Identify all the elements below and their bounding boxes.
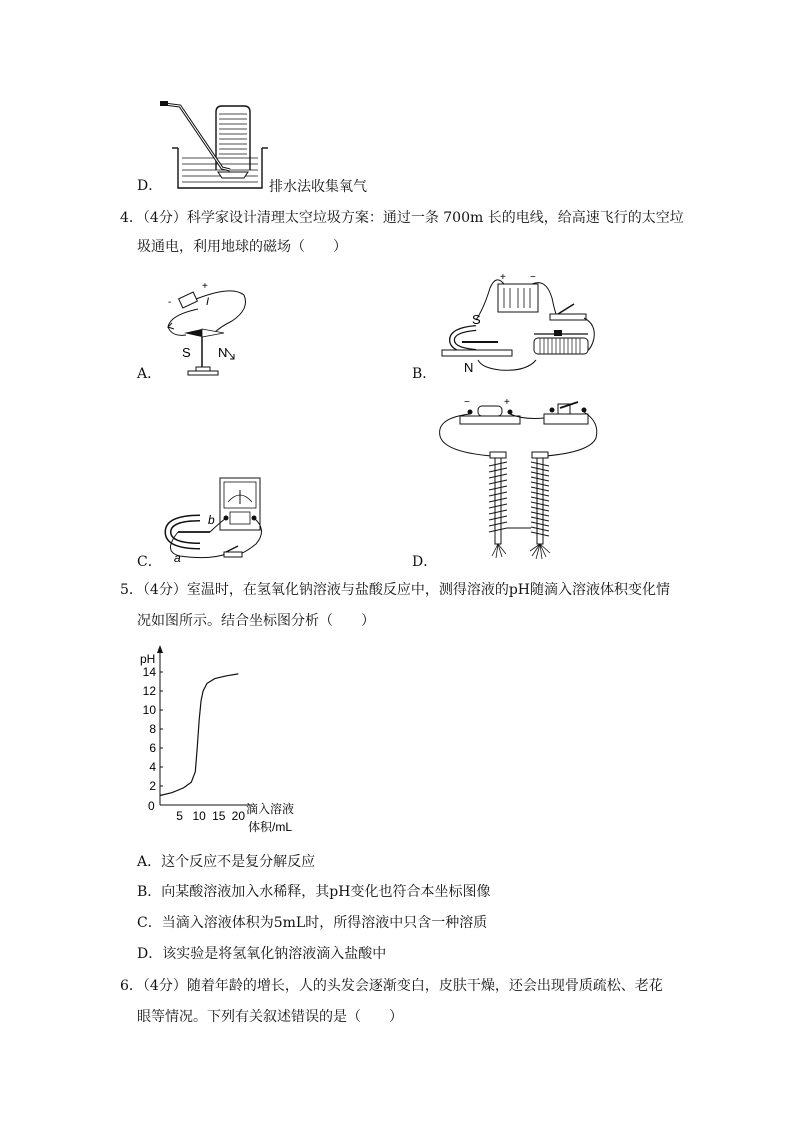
y-tick-label: 6 <box>149 741 156 755</box>
svg-text:+: + <box>202 281 208 292</box>
y-tick-label: 4 <box>149 760 156 774</box>
q5-option-a-label: A． <box>137 854 162 870</box>
y-tick-label: 2 <box>149 779 156 793</box>
svg-text:−: − <box>464 397 470 408</box>
svg-text:a: a <box>174 551 181 565</box>
svg-text:+: + <box>504 397 510 408</box>
x-tick-label: 10 <box>192 809 206 823</box>
q5-option-b-text: 向某酸溶液加入水稀释，其pH变化也符合本坐标图像 <box>161 884 491 900</box>
svg-text:-: - <box>168 297 172 308</box>
svg-text:N: N <box>464 360 474 375</box>
galvanometer-magnet-figure <box>160 474 275 564</box>
q3-option-d-caption: 排水法收集氧气 <box>269 179 367 195</box>
q5-option-d-text: 该实验是将氢氧化钠溶液滴入盐酸中 <box>162 946 387 962</box>
y-tick-label: 8 <box>149 722 156 736</box>
drainage-apparatus-figure <box>160 98 270 194</box>
origin-label: 0 <box>148 799 155 813</box>
q5-option-a-text: 这个反应不是复分解反应 <box>161 854 316 870</box>
q4-stem-line1: 4．（4分）科学家设计清理太空垃圾方案：通过一条 700m 长的电线，给高速飞行的太空垃 <box>120 210 684 226</box>
compass-wire-figure <box>162 275 272 379</box>
q3-option-d-label: D． <box>137 178 163 194</box>
x-tick-label: 5 <box>176 809 183 823</box>
q4-option-a-label: A． <box>137 366 162 382</box>
north-label: N <box>218 345 228 360</box>
svg-text:−: − <box>530 272 536 283</box>
q4-option-c-label: C． <box>137 554 162 570</box>
q4-option-b-label: B． <box>412 366 437 382</box>
x-tick-label: 20 <box>231 809 246 823</box>
svg-text:+: + <box>500 272 506 283</box>
q5-stem-line2: 况如图所示。结合坐标图分析（ ） <box>137 613 375 629</box>
two-electromagnets-figure <box>434 396 604 566</box>
current-label: I <box>206 296 210 308</box>
q5-option-c-label: C． <box>137 915 162 931</box>
y-tick-label: 12 <box>142 684 156 698</box>
south-label: S <box>182 345 191 360</box>
y-tick-label: 10 <box>142 703 156 717</box>
y-axis-label: pH <box>140 652 156 666</box>
q6-stem-line1: 6．（4分）随着年龄的增长，人的头发会逐渐变白，皮肤干燥，还会出现骨质疏松、老花 <box>120 978 663 994</box>
q5-option-c-text: 当滴入溶液体积为5mL时，所得溶液中只含一种溶质 <box>161 915 488 931</box>
q5-option-b-label: B． <box>137 884 162 900</box>
svg-text:S: S <box>472 312 481 327</box>
x-axis-label-line2: 体积/mL <box>248 820 293 834</box>
x-tick-label: 15 <box>212 809 226 823</box>
q5-stem-line1: 5．（4分）室温时，在氢氧化钠溶液与盐酸反应中，测得溶液的pH随滴入溶液体积变化情 <box>120 582 670 598</box>
q5-option-a <box>137 852 315 872</box>
ph-chart <box>138 645 328 835</box>
q4-option-d-label: D． <box>412 554 438 570</box>
svg-text:b: b <box>208 513 215 527</box>
q5-option-c <box>137 913 487 933</box>
q6-stem-line2: 眼等情况。下列有关叙述错误的是（ ） <box>137 1009 403 1025</box>
q4-stem-line2: 圾通电，利用地球的磁场（ ） <box>137 239 347 255</box>
q5-option-b <box>137 882 490 902</box>
x-axis-label-line1: 滴入溶液 <box>246 802 295 816</box>
y-axis-arrow <box>157 645 163 653</box>
y-tick-label: 14 <box>142 665 156 679</box>
battery-magnet-rheostat-figure <box>436 268 606 378</box>
q5-option-d <box>137 944 386 964</box>
ph-curve <box>160 674 238 796</box>
q5-option-d-label: D． <box>137 946 163 962</box>
